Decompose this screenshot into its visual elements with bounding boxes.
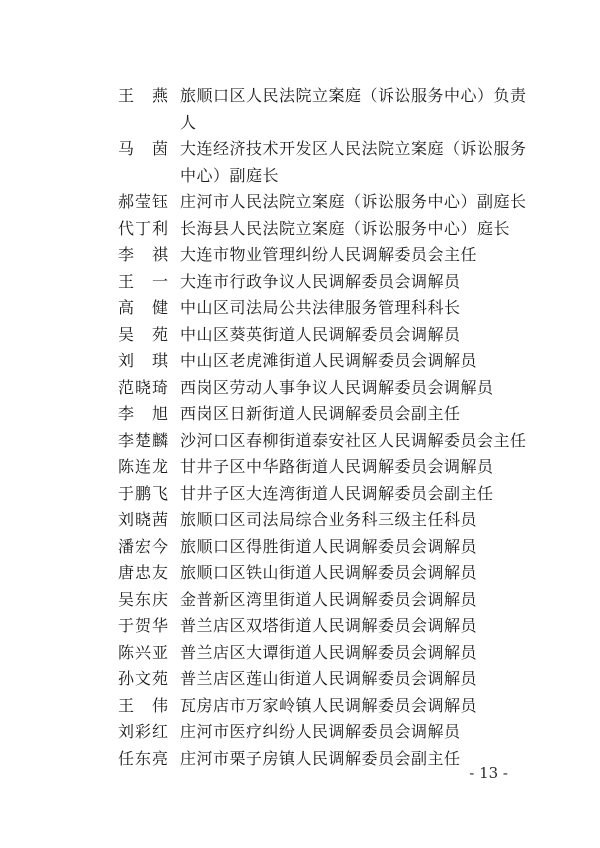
person-name: 郝 莹 钰 [118, 192, 168, 211]
person-title [180, 587, 538, 614]
title-line: 金普新区湾里街道人民调解委员会调解员 [180, 589, 478, 609]
list-item [118, 136, 538, 189]
person-title [180, 189, 538, 216]
person-name: 刘 琪 [118, 351, 168, 370]
list-item [118, 666, 538, 693]
person-title [180, 640, 538, 667]
list-item [118, 295, 538, 322]
title-line: 旅顺口区人民法院立案庭（诉讼服务中心）负责人 [180, 86, 527, 132]
list-item [118, 322, 538, 349]
person-title [180, 613, 538, 640]
person-name: 于 鹏 飞 [118, 483, 168, 503]
list-item [118, 587, 538, 614]
list-item [118, 242, 538, 269]
person-name: 王 燕 [118, 86, 168, 105]
person-title [180, 481, 538, 508]
person-name: 代 丁 利 [118, 218, 168, 238]
person-name: 于 贺 华 [118, 616, 168, 635]
person-name: 孙 文 苑 [118, 669, 168, 688]
title-line: 旅顺口区司法局综合业务科三级主任科员 [180, 510, 478, 529]
person-name: 唐 忠 友 [118, 563, 168, 582]
list-item [118, 189, 538, 216]
person-title [180, 216, 538, 243]
title-line: 普兰店区莲山街道人民调解委员会调解员 [180, 669, 478, 688]
list-item [118, 83, 538, 136]
list-item [118, 640, 538, 667]
title-line: 中山区老虎滩街道人民调解委员会调解员 [180, 351, 478, 370]
person-name: 李 祺 [118, 245, 168, 264]
person-title [180, 322, 538, 349]
title-line: 庄河市栗子房镇人民调解委员会副主任 [180, 748, 461, 768]
person-title [180, 136, 538, 189]
title-line: 大连市行政争议人民调解委员会调解员 [180, 271, 461, 291]
person-title [180, 83, 538, 136]
page-number: - 13 - [469, 764, 508, 782]
title-line: 中山区葵英街道人民调解委员会调解员 [180, 324, 461, 344]
person-title [180, 560, 538, 587]
person-name: 李 楚 麟 [118, 430, 168, 450]
title-line: 大连市物业管理纠纷人民调解委员会主任 [180, 245, 478, 264]
person-name: 吴 东 庆 [118, 589, 168, 609]
title-line: 大连经济技术开发区人民法院立案庭（诉讼服务 [180, 139, 527, 158]
title-line: 旅顺口区铁山街道人民调解委员会调解员 [180, 563, 478, 582]
list-item [118, 269, 538, 296]
person-name: 任 东 亮 [118, 748, 168, 768]
person-name: 刘 晓 茜 [118, 510, 168, 529]
person-title [180, 348, 538, 375]
person-title [180, 534, 538, 561]
person-name: 陈 连 龙 [118, 457, 168, 476]
person-title [180, 375, 538, 402]
title-line: 甘井子区大连湾街道人民调解委员会副主任 [180, 483, 494, 503]
person-name: 陈 兴 亚 [118, 642, 168, 662]
list-item [118, 348, 538, 375]
list-item [118, 613, 538, 640]
title-line: 中山区司法局公共法律服务管理科科长 [180, 298, 461, 317]
list-item [118, 560, 538, 587]
list-item [118, 454, 538, 481]
person-title [180, 719, 538, 746]
list-item [118, 507, 538, 534]
person-name: 潘 宏 今 [118, 536, 168, 556]
title-line: 庄河市医疗纠纷人民调解委员会调解员 [180, 722, 461, 741]
title-line: 西岗区劳动人事争议人民调解委员会调解员 [180, 377, 494, 397]
title-line: 中心）副庭长 [180, 165, 280, 185]
person-name: 高 健 [118, 298, 168, 317]
title-line: 西岗区日新街道人民调解委员会副主任 [180, 404, 461, 423]
title-line: 瓦房店市万家岭镇人民调解委员会调解员 [180, 695, 478, 715]
list-item [118, 534, 538, 561]
person-title [180, 666, 538, 693]
list-item [118, 719, 538, 746]
name-list [118, 83, 538, 772]
list-item [118, 375, 538, 402]
person-name: 李 旭 [118, 404, 168, 423]
list-item [118, 693, 538, 720]
person-name: 王 伟 [118, 695, 168, 715]
person-name: 范 晓 琦 [118, 377, 168, 397]
person-name: 吴 苑 [118, 324, 168, 344]
person-title [180, 693, 538, 720]
person-title [180, 242, 538, 269]
person-title [180, 401, 538, 428]
person-name: 王 一 [118, 271, 168, 291]
list-item [118, 401, 538, 428]
title-line: 旅顺口区得胜街道人民调解委员会调解员 [180, 536, 478, 556]
person-name: 刘 彩 红 [118, 722, 168, 741]
person-title [180, 295, 538, 322]
title-line: 沙河口区春柳街道泰安社区人民调解委员会主任 [180, 430, 527, 450]
title-line: 普兰店区大谭街道人民调解委员会调解员 [180, 642, 478, 662]
title-line: 甘井子区中华路街道人民调解委员会调解员 [180, 457, 494, 476]
list-item [118, 428, 538, 455]
person-title [180, 454, 538, 481]
person-title [180, 428, 538, 455]
list-item [118, 216, 538, 243]
title-line: 庄河市人民法院立案庭（诉讼服务中心）副庭长 [180, 192, 527, 211]
title-line: 普兰店区双塔街道人民调解委员会调解员 [180, 616, 478, 635]
title-line: 长海县人民法院立案庭（诉讼服务中心）庭长 [180, 218, 511, 238]
person-title [180, 507, 538, 534]
list-item [118, 481, 538, 508]
person-name: 马 茵 [118, 139, 168, 158]
person-title [180, 269, 538, 296]
